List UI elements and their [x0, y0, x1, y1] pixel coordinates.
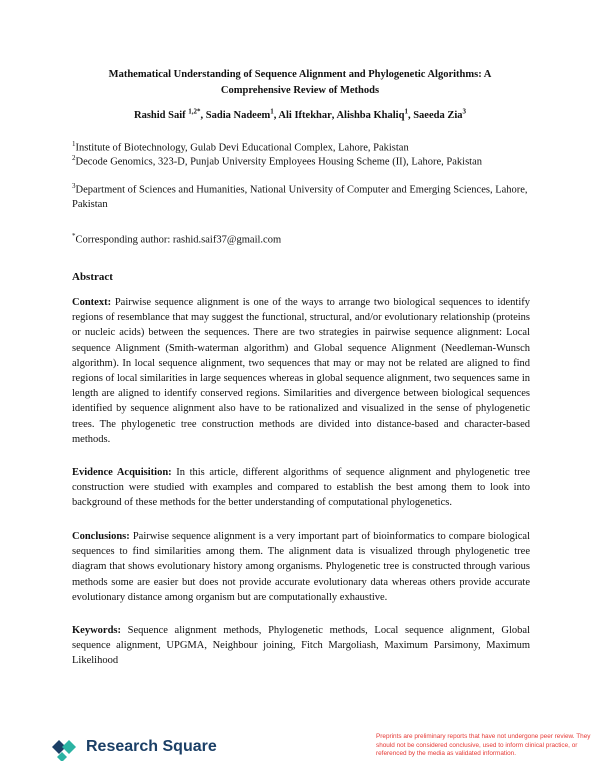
author: Rashid Saif $^{1,2*}$,	[133, 107, 206, 121]
affiliation-1: $^1$Institute of Biotechnology, Gulab Devi Educational Complex, Lahore, Pakistan	[72, 140, 409, 154]
preprint-notice: Preprints are preliminary reports that have not undergone peer review. They should not be considered conclusive, used to inform clinical practice, or referenced by the media as validated information.	[376, 733, 591, 758]
paper-title	[60, 67, 540, 99]
author: Alishba Khaliq$^1$,	[336, 107, 414, 121]
abstract-context: Context: Pairwise sequence alignment is one of the ways to arrange two biological sequences to identify regions of resemblance that may suggest the functional, structural, and/or evolutionary relationship (proteins or nucleic acids) between the sequences. There are two strategies in pairwise sequence alignment: Local sequence Alignment (Smith-waterman algorithm) and Global sequence Alignment (Needleman-Wunsch algorithm). In local sequence alignment, two sequences that may or may not be related are aligned to find regions of local similarities in large sequences whereas in global sequence alignment, two sequences same in length are aligned to identify conserved regions. Similarities and divergence between biological sequences identified by sequence alignment also have to be rationalized and visualized in the sense of phylogenetic trees. The phylogenetic tree construction methods are divided into distance-based and character-based methods.	[72, 297, 530, 445]
corresponding-author: *Corresponding author: rashid.saif37@gmail.com	[72, 232, 282, 246]
affiliation-3: $^3$Department of Sciences and Humanities, National University of Computer and Emerging Sciences, Lahore, Pakistan	[72, 182, 528, 210]
abstract-heading: Abstract	[72, 271, 113, 283]
author-list	[60, 107, 540, 121]
author: Ali Iftekhar,	[278, 109, 337, 121]
title-line-1: Mathematical Understanding of Sequence Alignment and Phylogenetic Algorithms: A	[108, 69, 492, 80]
abstract-conclusions: Conclusions: Pairwise sequence alignment is a very important part of bioinformatics to compare biological sequences to find similarities among them. The alignment data is visualized through phylogenetic tree diagram that shows evolutionary history among organisms. Phylogenetic tree is constructed through various methods some are easier but does not provide accurate evolutionary data whereas others provide accurate evolutionary distance among organism but are computationally exhaustive.	[72, 531, 530, 603]
research-square-logo-icon	[50, 733, 78, 761]
author: Saeeda Zia$^3$	[413, 107, 466, 121]
research-square-logo[interactable]	[50, 733, 217, 761]
author: Sadia Nadeem$^1$,	[205, 107, 279, 121]
abstract-evidence: Evidence Acquisition: In this article, different algorithms of sequence alignment and phylogenetic tree construction were studied with examples and compared to establish the best among them to look into background of these methods for the better understanding of computational phylogenetics.	[72, 467, 530, 509]
brand-name: Research Square	[86, 738, 217, 755]
affiliation-2: $^2$Decode Genomics, 323-D, Punjab University Employees Housing Scheme (II), Lahore, Pakistan	[72, 154, 482, 168]
title-line-2: Comprehensive Review of Methods	[220, 85, 380, 96]
keywords: Keywords: Sequence alignment methods, Phylogenetic methods, Local sequence alignment, Global sequence alignment, UPGMA, Neighbour joining, Fitch Margoliash, Maximum Parsimony, Maximum Likelihood	[72, 625, 530, 667]
